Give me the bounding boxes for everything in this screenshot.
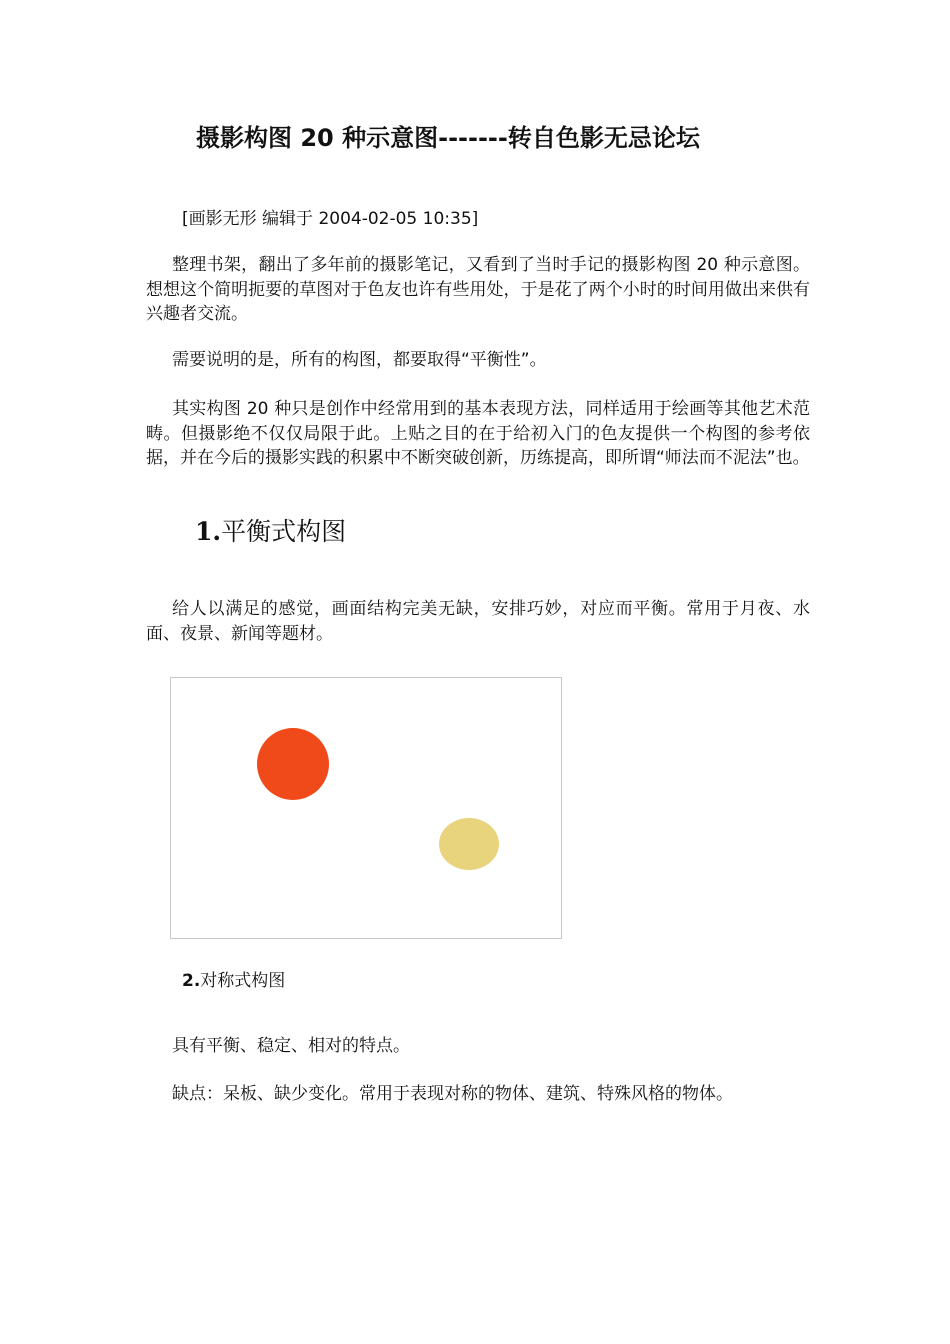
section-2-line-2: 缺点：呆板、缺少变化。常用于表现对称的物体、建筑、特殊风格的物体。: [172, 1084, 733, 1104]
document-title: 摄影构图 20 种示意图-------转自色影无忌论坛: [196, 124, 700, 152]
section-2-number: 2.: [182, 971, 201, 991]
balance-note-paragraph: 需要说明的是，所有的构图，都要取得“平衡性”。: [172, 350, 547, 370]
small-yellow-circle: [439, 818, 499, 870]
large-red-circle: [257, 728, 329, 800]
post-meta: [画影无形 编辑于 2004-02-05 10:35]: [182, 209, 479, 229]
figure-canvas: [171, 678, 561, 938]
section-2-line-1: 具有平衡、稳定、相对的特点。: [172, 1036, 410, 1056]
section-1-number: 1.: [195, 517, 222, 546]
composition-note-paragraph: 其实构图 20 种只是创作中经常用到的基本表现方法，同样适用于绘画等其他艺术范畴。但摄影绝不仅仅局限于此。上贴之目的在于给初入门的色友提供一个构图的参考依据，并在今后的摄影实践的积累中不断突破创新，历练提高，即所谓“师法而不泥法”也。: [146, 399, 810, 469]
section-2-title: 对称式构图: [200, 971, 286, 991]
section-1-description: 给人以满足的感觉，画面结构完美无缺，安排巧妙，对应而平衡。常用于月夜、水面、夜景、新闻等题材。: [146, 599, 810, 644]
section-1-title: 平衡式构图: [221, 517, 347, 546]
section-1-heading: [195, 512, 346, 548]
balanced-composition-figure: [170, 677, 562, 939]
section-2-heading: [182, 966, 285, 991]
intro-paragraph: 整理书架，翻出了多年前的摄影笔记，又看到了当时手记的摄影构图 20 种示意图。想想这个简明扼要的草图对于色友也许有些用处，于是花了两个小时的时间用做出来供有兴趣者交流。: [146, 255, 810, 325]
